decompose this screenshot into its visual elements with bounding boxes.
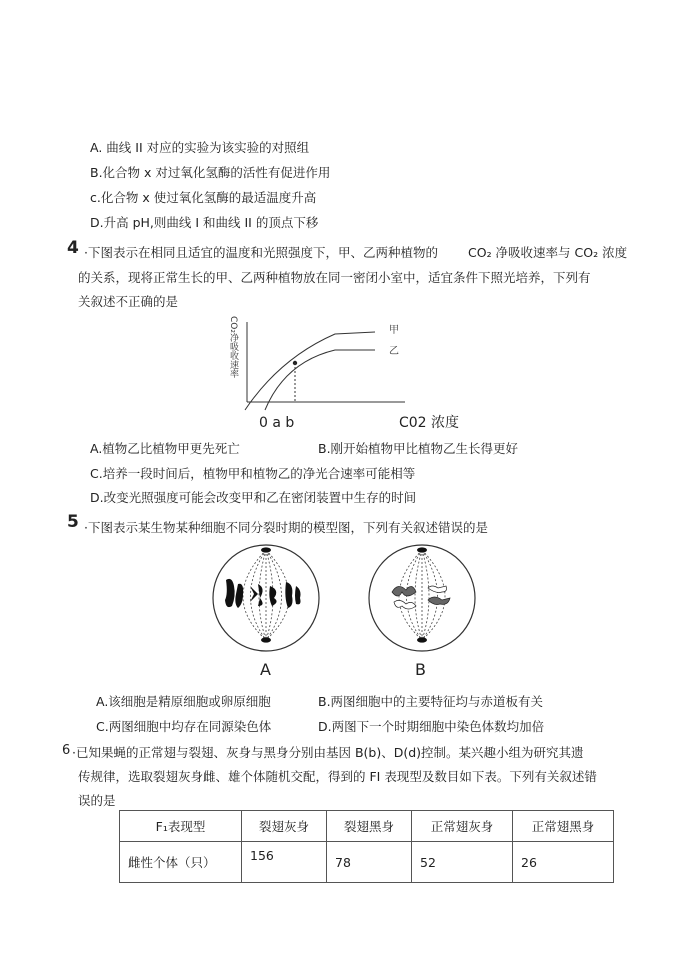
q5-number: 5 xyxy=(67,512,79,532)
cell-a-diagram xyxy=(210,542,322,654)
cell-a-chromosome-7 xyxy=(295,586,301,604)
q4-number: 4 xyxy=(67,238,79,258)
q5-option-b: B.两图细胞中的主要特征均与赤道板有关 xyxy=(318,694,544,709)
cell-b-chromosome-3 xyxy=(428,597,450,605)
q4-graph-label-yi: 乙 xyxy=(389,346,399,357)
q4-stem-line3: 关叙述不正确的是 xyxy=(78,294,179,309)
q6-table-header: 正常翅黑身 xyxy=(513,811,614,842)
q4-graph-origin-ticks: 0 a b xyxy=(259,415,295,431)
q6-stem-line1: ·已知果蝇的正常翅与裂翅、灰身与黑身分别由基因 B(b)、D(d)控制。某兴趣小组为研究其遗 xyxy=(72,745,584,760)
q6-stem-line3: 误的是 xyxy=(78,793,116,808)
q6-table-header: 裂翅黑身 xyxy=(327,811,412,842)
q5-option-c: C.两图细胞中均存在同源染色体 xyxy=(96,719,272,734)
q4-graph-curve-jia xyxy=(245,332,375,410)
q4-stem-line1b: CO₂ 净吸收速率与 CO₂ 浓度 xyxy=(468,245,628,260)
cell-b-chromosome-1 xyxy=(392,586,416,596)
cell-a-chromosome-6 xyxy=(285,582,292,608)
cell-b-chromosome-4 xyxy=(394,600,416,609)
q4-option-d: D.改变光照强度可能会改变甲和乙在密闭装置中生存的时间 xyxy=(90,490,417,505)
q3-option-c: c.化合物 x 使过氧化氢酶的最适温度升高 xyxy=(90,190,317,205)
q6-stem-line2: 传规律，选取裂翅灰身雌、雄个体随机交配，得到的 FI 表现型及数目如下表。下列有关叙述错 xyxy=(78,769,597,784)
q4-graph-ylabel: CO₂净吸收速率 xyxy=(228,316,238,378)
q4-graph-curve-yi xyxy=(265,350,375,410)
q3-option-d: D.升高 pH,则曲线 I 和曲线 II 的顶点下移 xyxy=(90,215,319,230)
cell-a-chromosome-2 xyxy=(235,584,243,608)
q6-number: 6 xyxy=(62,743,71,758)
q6-table-cell: 78 xyxy=(327,842,412,883)
q6-table-header-row xyxy=(120,811,614,842)
q6-table-cell: 52 xyxy=(412,842,513,883)
q4-graph-xlabel: C02 浓度 xyxy=(399,415,460,431)
q3-option-a: A. 曲线 II 对应的实验为该实验的对照组 xyxy=(90,140,310,155)
cell-a-label: A xyxy=(260,660,271,679)
cell-a-chromosome-1 xyxy=(225,579,235,607)
q4-graph-label-jia: 甲 xyxy=(389,325,399,336)
q6-table-row-label: 雌性个体（只） xyxy=(120,842,242,883)
q6-table xyxy=(119,810,614,883)
q6-table-header: 裂翅灰身 xyxy=(242,811,327,842)
q4-stem-line2: 的关系，现将正常生长的甲、乙两种植物放在同一密闭小室中，适宜条件下照光培养，下列有 xyxy=(78,270,591,285)
cell-a-chromosome-5 xyxy=(269,586,276,606)
q5-option-d: D.两图下一个时期细胞中染色体数均加倍 xyxy=(318,719,545,734)
q6-table-cell: 26 xyxy=(513,842,614,883)
q4-option-a: A.植物乙比植物甲更先死亡 xyxy=(90,441,240,456)
q5-stem: ·下图表示某生物某种细胞不同分裂时期的模型图，下列有关叙述错误的是 xyxy=(84,520,488,535)
cell-b-chromosome-2 xyxy=(428,586,447,593)
q4-option-c: C.培养一段时间后，植物甲和植物乙的净光合速率可能相等 xyxy=(90,466,416,481)
q3-option-b: B.化合物 x 对过氧化氢酶的活性有促进作用 xyxy=(90,165,331,180)
cell-b-diagram xyxy=(366,542,478,654)
q6-table-row xyxy=(120,842,614,883)
q6-table-header: 正常翅灰身 xyxy=(412,811,513,842)
cell-b-label: B xyxy=(415,660,426,679)
q4-graph xyxy=(225,310,475,435)
q6-table-cell: 156 xyxy=(242,842,327,883)
q4-option-b: B.刚开始植物甲比植物乙生长得更好 xyxy=(318,441,519,456)
q6-table-header: F₁表现型 xyxy=(120,811,242,842)
q4-stem-line1a: ·下图表示在相同且适宜的温度和光照强度下，甲、乙两种植物的 xyxy=(84,245,438,260)
q5-option-a: A.该细胞是精原细胞或卵原细胞 xyxy=(96,694,271,709)
